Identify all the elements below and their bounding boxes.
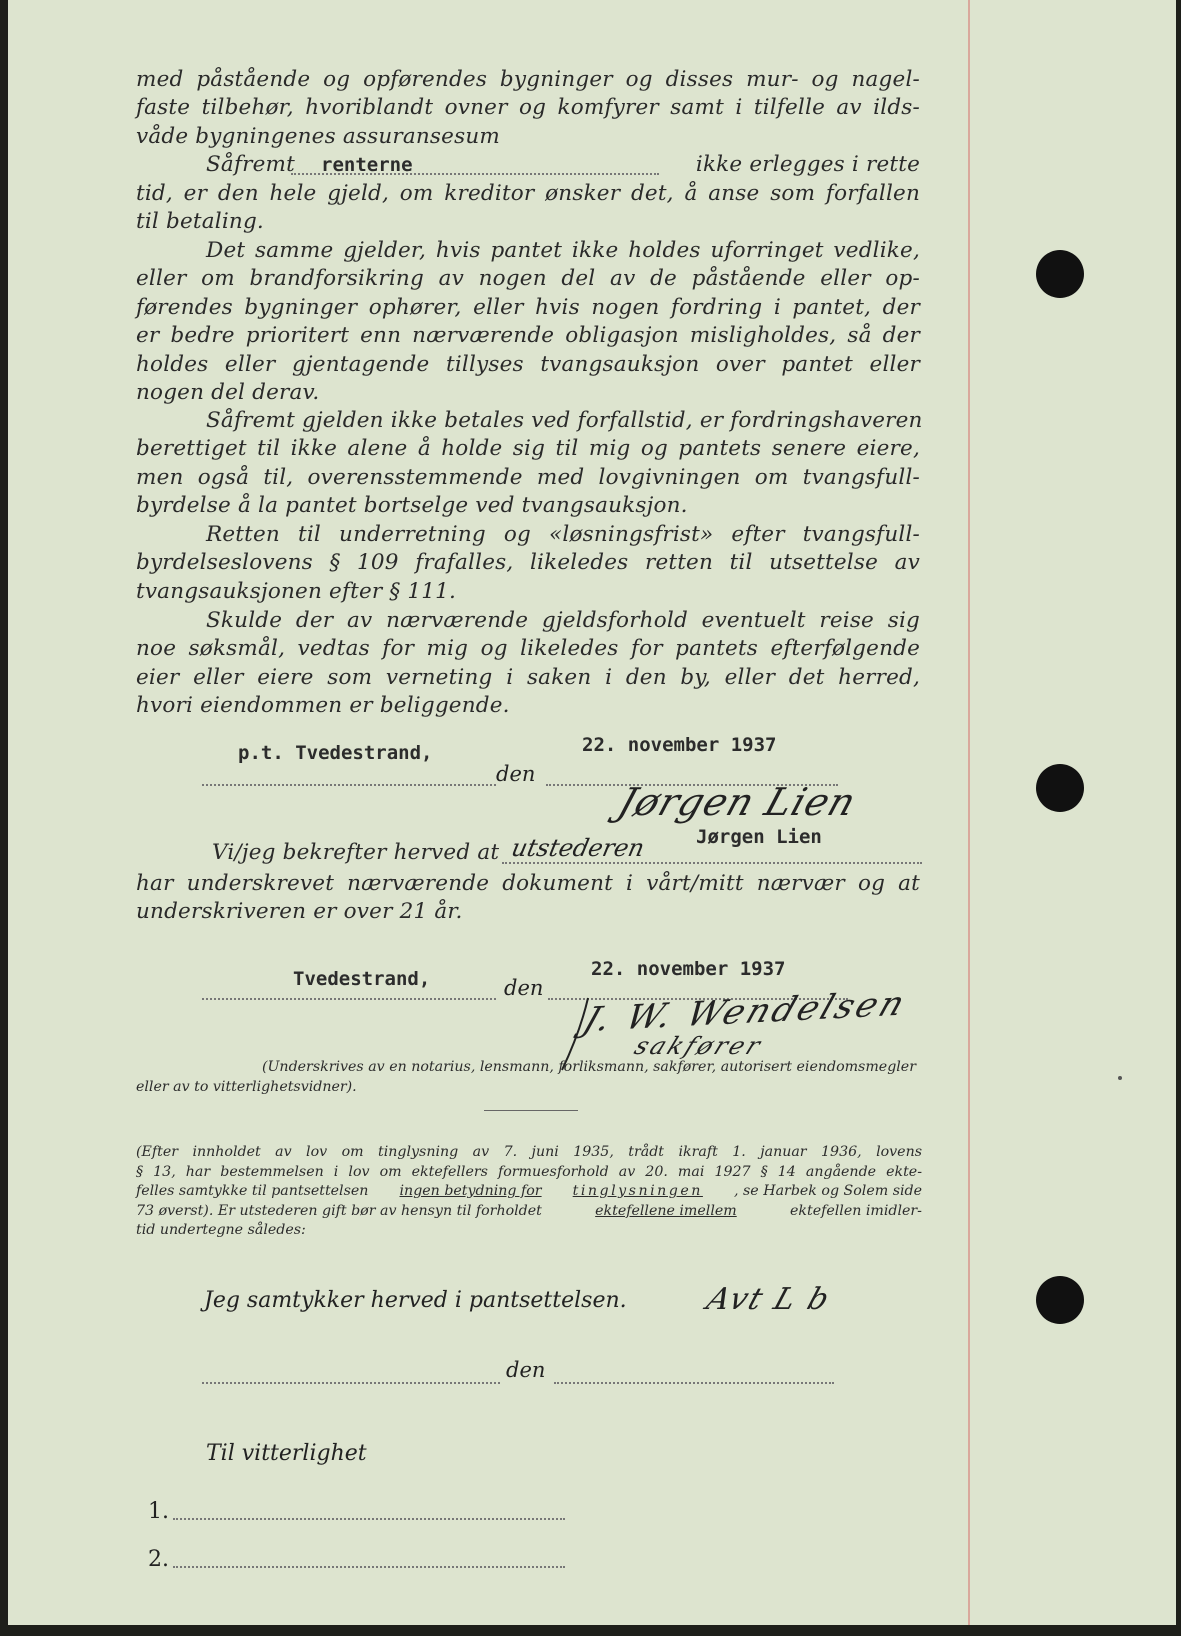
attestation-item-1: 1. [148, 1499, 169, 1524]
witness-handwritten: utstederen [509, 834, 647, 862]
body-line: er bedre prioritert enn nærværende obligasjon misligholdes, så der [136, 323, 920, 349]
body-line: våde bygningenes assuransesum [136, 123, 500, 149]
attestation-item-2: 2. [148, 1547, 169, 1572]
attestation-dotted-line [173, 1566, 565, 1568]
den-label-2: den [504, 976, 544, 1000]
body-line: nogen del derav. [136, 379, 320, 405]
date-2: 22. november 1937 [591, 958, 786, 980]
paragraph-1 [136, 66, 920, 151]
paragraph-4 [136, 407, 923, 521]
consent-text: Jeg samtykker herved i pantsettelsen. [204, 1288, 627, 1313]
note-line: eller av to vitterlighetsvidner). [136, 1078, 357, 1095]
note-line: § 13, har bestemmelsen i lov om ektefellers formuesforhold av 20. mai 1927 § 14 angående ekte- [136, 1163, 922, 1180]
law-note [136, 1143, 922, 1241]
body-line: underskriveren er over 21 år. [136, 899, 463, 925]
document-page [8, 0, 1176, 1625]
note-underlined-spaced: tinglysningen [572, 1183, 703, 1200]
punch-hole [1036, 764, 1084, 812]
note-underlined: ingen betydning for [399, 1183, 542, 1200]
paragraph-6 [136, 607, 920, 721]
body-line: eller om brandforsikring av nogen del av de påstående eller op- [136, 266, 920, 292]
body-line: faste tilbehør, hvoriblandt ovner og komfyrer samt i tilfelle av ilds- [136, 95, 920, 121]
body-line: noe søksmål, vedtas for mig og likeledes for pantets efterfølgende [136, 636, 920, 662]
note-underlined: ektefellene imellem [595, 1202, 737, 1219]
safremt-suffix: ikke erlegges i rette [695, 152, 920, 177]
body-line: til betaling. [136, 209, 264, 235]
signature-jorgen-lien: Jørgen Lien [612, 780, 863, 824]
consent-dotted-line [554, 1382, 834, 1384]
witness-prefix: Vi/jeg bekrefter herved at [212, 840, 500, 865]
body-line: hvori eiendommen er beliggende. [136, 693, 510, 719]
note-text: ektefellen imidler- [790, 1202, 922, 1219]
place-1: p.t. Tvedestrand, [238, 742, 433, 764]
note-line [136, 1202, 922, 1222]
safremt-prefix: Såfremt [206, 152, 295, 177]
body-line: Såfremt gjelden ikke betales ved forfallstid, er fordringshaveren [206, 408, 923, 433]
body-line: har underskrevet nærværende dokument i vårt/mitt nærvær og at [136, 871, 920, 896]
body-line: med påstående og opførendes bygninger og disses mur- og nagel- [136, 67, 920, 92]
date-1: 22. november 1937 [582, 734, 777, 756]
body-line: tvangsauksjonen efter § 111. [136, 578, 457, 604]
paragraph-2 [136, 180, 920, 237]
note-line: tid undertegne således: [136, 1222, 306, 1239]
note-text: , se Harbek og Solem side [734, 1183, 922, 1200]
attestation-dotted-line [173, 1518, 565, 1520]
note-text: felles samtykke til pantsettelsen [136, 1183, 369, 1200]
note-text: 73 øverst). Er utstederen gift bør av hensyn til forholdet [136, 1202, 542, 1219]
body-line: eier eller eiere som verneting i saken i den by, eller det herred, [136, 664, 920, 690]
note-line [136, 1182, 922, 1202]
ink-spot [1118, 1076, 1122, 1080]
body-line: tid, er den hele gjeld, om kreditor ønsker det, å anse som forfallen [136, 181, 920, 206]
consent-handwritten: Avt L b [702, 1282, 836, 1317]
separator-rule [484, 1110, 578, 1111]
witness-typed-name: Jørgen Lien [696, 826, 822, 848]
punch-hole [1036, 250, 1084, 298]
body-line: byrdelseslovens § 109 frafalles, likeledes retten til utsettelse av [136, 550, 920, 576]
body-line: Skulde der av nærværende gjeldsforhold eventuelt reise sig [206, 608, 920, 633]
note-line: (Efter innholdet av lov om tinglysning av 7. juni 1935, trådt ikraft 1. januar 1936, lovens [136, 1144, 922, 1160]
witness-body [136, 870, 920, 927]
paragraph-5 [136, 521, 920, 606]
body-line: førendes bygninger ophører, eller hvis nogen fordring i pantet, der [136, 294, 920, 320]
safremt-line [136, 151, 920, 179]
attestation-heading: Til vitterlighet [206, 1441, 367, 1466]
witness-dotted-line [502, 862, 922, 864]
paragraph-3 [136, 237, 920, 407]
body-line: byrdelse å la pantet bortselge ved tvangsauksjon. [136, 493, 688, 519]
body-line: men også til, overensstemmende med lovgivningen om tvangsfull- [136, 464, 920, 490]
signature-2-name: J. W. Wendelsen [577, 983, 913, 1041]
notary-note [136, 1058, 916, 1097]
place-dotted-line [202, 784, 496, 786]
place-2: Tvedestrand, [293, 968, 431, 990]
safremt-typed-fill: renterne [321, 154, 413, 176]
den-label-1: den [496, 762, 536, 786]
den-label-3: den [506, 1358, 546, 1382]
body-line: Det samme gjelder, hvis pantet ikke holdes uforringet vedlike, [206, 238, 920, 263]
punch-hole [1036, 1276, 1084, 1324]
body-line: holdes eller gjentagende tillyses tvangsauksjon over pantet eller [136, 351, 920, 377]
consent-dotted-line [202, 1382, 500, 1384]
note-line: (Underskrives av en notarius, lensmann, forliksmann, sakfører, autorisert eiendomsmegler [261, 1059, 916, 1075]
signature-2-title: sakfører [630, 1032, 768, 1060]
body-line: berettiget til ikke alene å holde sig til mig og pantets senere eiere, [136, 436, 920, 462]
margin-line [968, 0, 970, 1625]
body-line: Retten til underretning og «løsningsfrist» efter tvangsfull- [206, 522, 920, 547]
place-dotted-line [202, 998, 496, 1000]
